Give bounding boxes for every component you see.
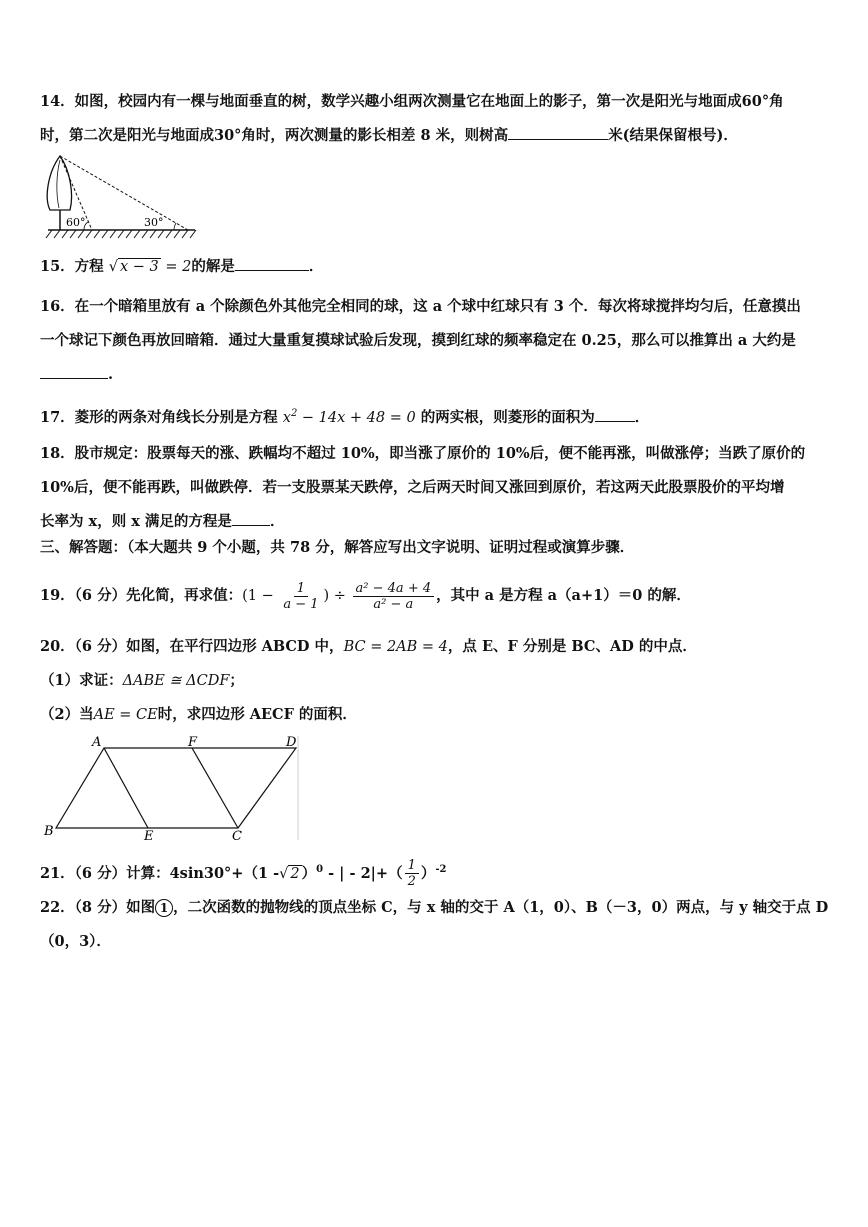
q21-sqrt: 2 xyxy=(290,865,300,882)
q17-end: ． xyxy=(634,408,650,426)
label-e: E xyxy=(144,829,154,844)
q22-line1 xyxy=(40,898,828,918)
q20-part1 xyxy=(40,671,244,691)
q20-part2-condition: AE = CE xyxy=(93,707,158,723)
q17-suffix: 的两实根，则菱形的面积为 xyxy=(420,408,595,426)
q20-line1 xyxy=(40,637,697,657)
label-f: F xyxy=(188,735,198,750)
q20-congruence: ΔABE ≅ ΔCDF xyxy=(122,673,230,689)
q15-radicand: x − 3 xyxy=(120,259,159,275)
q15-end: ． xyxy=(308,258,324,275)
q14-line2 xyxy=(40,125,738,146)
q18-line3 xyxy=(40,511,284,532)
q16-line2: 一个球记下颜色再放回暗箱．通过大量重复摸球试验后发现，摸到红球的频率稳定在 0.25，那么可以推算出 a 大约是 xyxy=(40,332,796,349)
q15-prefix: 15．方程 xyxy=(40,258,104,275)
label-b: B xyxy=(44,824,54,839)
q15-eq: = 2 xyxy=(160,259,192,275)
label-c: C xyxy=(232,829,242,844)
q17-equation: $x^2 - 14x + 48 = 0$ xyxy=(282,408,416,426)
q20-part1-end: ； xyxy=(229,672,244,689)
angle-30-label: 30° xyxy=(144,216,164,229)
q16-answer-blank[interactable] xyxy=(40,364,108,379)
label-a: A xyxy=(92,735,102,750)
q20-condition: BC = 2AB = 4 xyxy=(343,639,448,655)
q14-line2-end: 米(结果保留根号)． xyxy=(608,127,738,144)
q19-line xyxy=(40,580,691,612)
section3-heading: 三、解答题：（本大题共 9 个小题，共 78 分，解答应写出文字说明、证明过程或演算步骤． xyxy=(40,539,635,556)
q15-suffix: 的解是 xyxy=(191,258,235,275)
q22-line1-text: 22．（8 分）如图 xyxy=(40,899,156,916)
q14-line2-text: 时，第二次是阳光与地面成30°角时，两次测量的影长相差 8 米，则树高 xyxy=(40,127,509,144)
q22-line2: （0，3）． xyxy=(40,933,111,950)
q19-open: (1 − xyxy=(242,588,279,604)
q18-line3-text: 长率为 x，则 x 满足的方程是 xyxy=(40,513,232,530)
q18-line2: 10%后，便不能再跌，叫做跌停．若一支股票某天跌停，之后两天时间又涨回到原价，若这两天此股票股价的平均增 xyxy=(40,479,785,496)
q20-part1-label: （1）求证： xyxy=(40,672,123,689)
q21-close-paren: ） xyxy=(301,864,317,882)
label-d: D xyxy=(286,735,297,750)
q16-line3 xyxy=(40,364,113,385)
q19-fraction-1: $\frac{1}{a - 1}$ xyxy=(283,580,319,612)
q20-part2-text: 时，求四边形 AECF 的面积． xyxy=(157,706,357,723)
q19-divide: ) ÷ xyxy=(323,588,351,604)
q16-line1: 16．在一个暗箱里放有 a 个除颜色外其他完全相同的球，这 a 个球中红球只有 3 个．每次将球搅拌均匀后，任意摸出 xyxy=(40,298,801,315)
q19-fraction-2: $\frac{\text{a² − 4a + 4}}{\text{a² − a}}$ xyxy=(353,581,435,612)
q17-line xyxy=(40,404,649,428)
q17-answer-blank[interactable] xyxy=(595,407,635,422)
q20-part2 xyxy=(40,705,357,725)
angle-60-label: 60° xyxy=(66,216,86,229)
figure-1-circled-number: 1 xyxy=(155,899,173,917)
q14-line1: 14．如图，校园内有一棵与地面垂直的树，数学兴趣小组两次测量它在地面上的影子，第一次是阳光与地面成60°角 xyxy=(40,93,784,110)
q18-answer-blank[interactable] xyxy=(232,511,270,526)
q21-line: 21．（6 分）计算：4sin30°+（1 -√ 2 ）$^0$ - | - 2|+（ $\frac{1}{2}$ ）$^{-2}$ xyxy=(40,858,447,890)
q18-line1: 18．股市规定：股票每天的涨、跌幅均不超过 10%，即当涨了原价的 10%后，便不能再涨，叫做涨停；当跌了原价的 xyxy=(40,445,806,462)
q16-end: . xyxy=(108,366,114,383)
q20-parallelogram-figure xyxy=(40,732,302,844)
q15-line: 15．方程 √ x − 3 = 2的解是 ． xyxy=(40,258,324,275)
q21-exponent-neg2: -2 xyxy=(435,864,447,875)
q21-exponent-0: 0 xyxy=(316,864,324,875)
q21-prefix: 21．（6 分）计算：4sin30°+（1 - xyxy=(40,864,280,882)
q21-close: ） xyxy=(420,864,436,882)
q22-line1-rest: ，二次函数的抛物线的顶点坐标 C，与 x 轴的交于 A（1，0）、B（－3，0）两点，与 y 轴交于点 D xyxy=(173,899,829,916)
q14-tree-figure xyxy=(40,150,200,242)
q20-line1-end: ，点 E、F 分别是 BC、AD 的中点． xyxy=(447,638,697,655)
q18-end: ． xyxy=(269,513,285,530)
q21-middle: - | - 2|+（ xyxy=(323,864,403,882)
q21-fraction: $\frac{1}{2}$ xyxy=(405,858,419,889)
q19-prefix: 19．（6 分）先化简，再求值： xyxy=(40,587,243,604)
q19-suffix: ，其中 a 是方程 a（a+1）＝0 的解． xyxy=(436,587,691,604)
q20-part2-label: （2）当 xyxy=(40,706,94,723)
q15-answer-blank[interactable] xyxy=(235,256,309,271)
q17-prefix: 17．菱形的两条对角线长分别是方程 xyxy=(40,408,278,426)
q20-line1-text: 20．（6 分）如图，在平行四边形 ABCD 中， xyxy=(40,638,344,655)
q14-answer-blank[interactable] xyxy=(508,125,608,140)
